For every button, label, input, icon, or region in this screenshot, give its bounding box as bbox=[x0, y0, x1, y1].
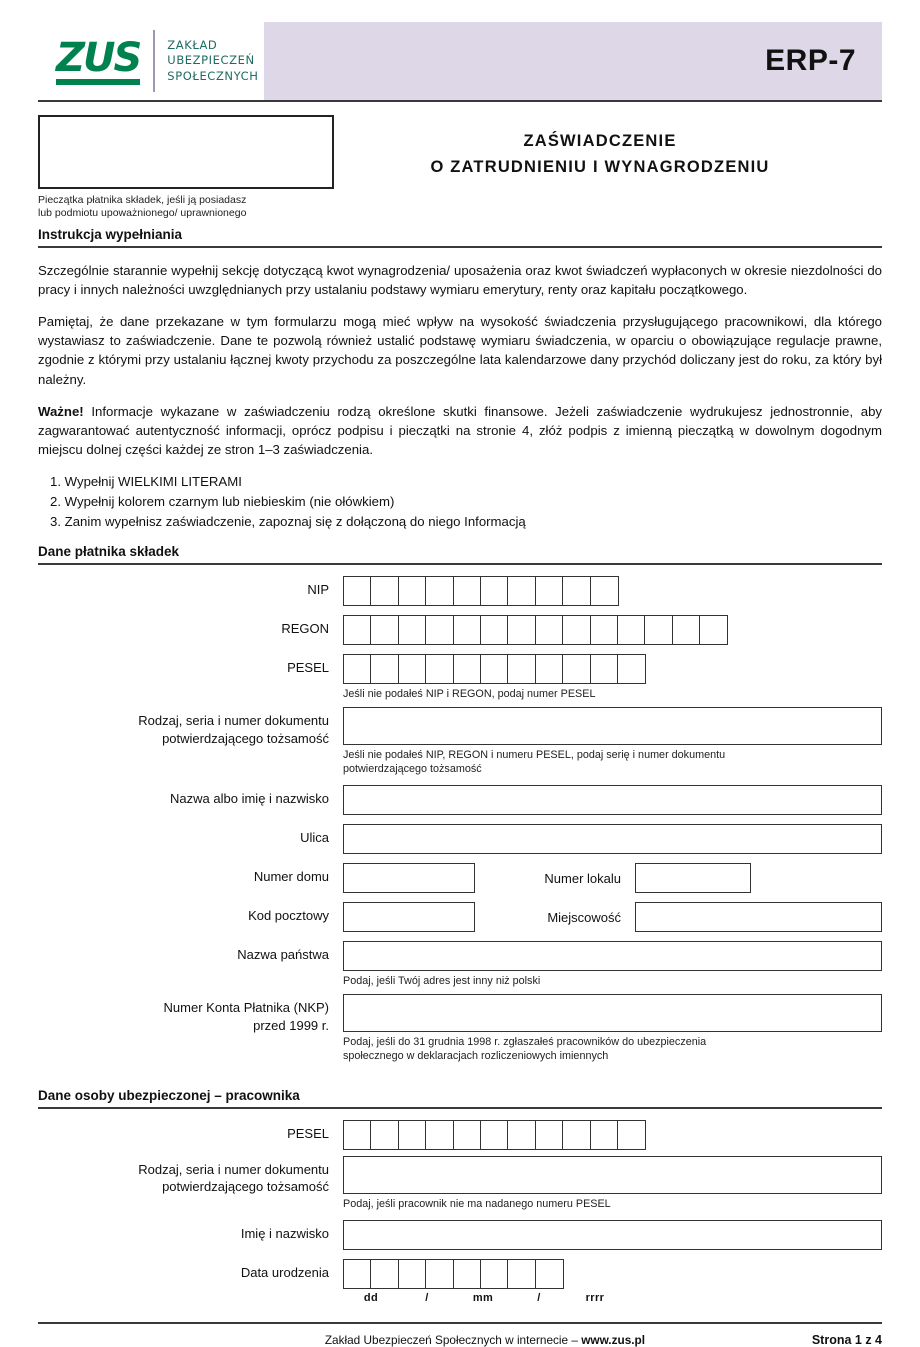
identity-document-hint-line-2: potwierdzającego tożsamość bbox=[343, 763, 482, 776]
street-label: Ulica bbox=[300, 830, 329, 846]
character-cell[interactable] bbox=[343, 654, 372, 684]
character-cell[interactable] bbox=[453, 615, 482, 645]
page-header bbox=[38, 22, 882, 100]
pesel-input[interactable] bbox=[343, 654, 882, 684]
nkp-hint-line-2: społecznego w deklaracjach rozliczeniowych imiennych bbox=[343, 1050, 609, 1063]
character-cell[interactable] bbox=[617, 654, 646, 684]
birth-legend-day: dd bbox=[363, 1291, 379, 1304]
character-cell[interactable] bbox=[343, 576, 372, 606]
insured-section-heading: Dane osoby ubezpieczonej – pracownika bbox=[38, 1087, 300, 1103]
country-label: Nazwa państwa bbox=[237, 947, 329, 963]
instruction-paragraph-1: Szczególnie starannie wypełnij sekcję dotyczącą kwot wynagrodzenia/ uposażenia oraz kwot świadczeń wypłaconych w okresie niezdolności do pracy i innych należności uwzględnianych przy ustalaniu podstawy wymiaru emerytury, renty oraz kapitału początkowego. bbox=[38, 262, 882, 298]
character-cell[interactable] bbox=[562, 615, 591, 645]
character-cell[interactable] bbox=[535, 1259, 564, 1289]
zus-logo bbox=[38, 22, 264, 100]
insured-form bbox=[38, 1120, 882, 1304]
pesel-hint: Jeśli nie podałeś NIP i REGON, podaj numer PESEL bbox=[343, 688, 596, 701]
character-cell[interactable] bbox=[562, 654, 591, 684]
postcode-input[interactable] bbox=[343, 902, 475, 932]
birth-legend-month: mm bbox=[472, 1291, 494, 1304]
nkp-label-line-2: przed 1999 r. bbox=[253, 1017, 329, 1033]
birth-date-field bbox=[343, 1259, 882, 1304]
character-cell[interactable] bbox=[370, 1120, 399, 1150]
instructions-heading: Instrukcja wypełniania bbox=[38, 226, 183, 242]
insured-identity-document-field bbox=[343, 1156, 882, 1211]
character-cell[interactable] bbox=[398, 1259, 427, 1289]
field-row-name bbox=[38, 785, 882, 815]
list-item: 3. Zanim wypełnisz zaświadczenie, zapoznaj się z dołączoną do niego Informacją bbox=[50, 514, 526, 530]
character-cell[interactable] bbox=[425, 576, 454, 606]
nkp-label-line-1: Numer Konta Płatnika (NKP) bbox=[163, 1000, 329, 1016]
character-cell[interactable] bbox=[507, 576, 536, 606]
street-input[interactable] bbox=[343, 824, 882, 854]
character-cell[interactable] bbox=[535, 1120, 564, 1150]
important-text: Informacje wykazane w zaświadczeniu rodzą określone skutki finansowe. Jeżeli zaświadczenie wydrukujesz jednostronnie, aby zagwarantować autentyczność informacji, oprócz podpisu i pieczątki na stronie 4, złóż podpis z imienną pieczątką w dowolnym dogodnym miejscu dolnej części każdej ze stron 1–3 zaświadczenia. bbox=[38, 403, 882, 457]
field-row-birth-date bbox=[38, 1259, 882, 1304]
birth-legend-year: rrrr bbox=[585, 1291, 605, 1304]
form-code: ERP-7 bbox=[765, 44, 856, 77]
instruction-paragraph-3 bbox=[38, 402, 882, 459]
character-cell[interactable] bbox=[398, 615, 427, 645]
postcode-city-fields bbox=[343, 902, 882, 932]
birth-legend-separator-1: / bbox=[425, 1291, 429, 1304]
character-cell[interactable] bbox=[370, 1259, 399, 1289]
insured-fullname-field bbox=[343, 1220, 882, 1250]
stamp-caption-line-2: lub podmiotu upoważnionego/ uprawnionego bbox=[38, 207, 247, 220]
zus-logo-line-1: ZAKŁAD bbox=[167, 38, 218, 53]
page-title: ZAŚWIADCZENIE bbox=[523, 132, 677, 150]
character-cell[interactable] bbox=[480, 576, 509, 606]
birth-date-label: Data urodzenia bbox=[240, 1264, 329, 1280]
house-number-label: Numer domu bbox=[253, 869, 329, 885]
character-cell[interactable] bbox=[453, 1259, 482, 1289]
identity-document-hint-line-1: Jeśli nie podałeś NIP, REGON i numeru PESEL, podaj serię i numer dokumentu bbox=[343, 749, 726, 762]
nkp-hint-line-1: Podaj, jeśli do 31 grudnia 1998 r. zgłaszałeś pracowników do ubezpieczenia bbox=[343, 1036, 707, 1049]
nip-label: NIP bbox=[307, 582, 329, 598]
character-cell[interactable] bbox=[425, 615, 454, 645]
list-item: 1. Wypełnij WIELKIMI LITERAMI bbox=[50, 474, 242, 490]
stamp-and-title bbox=[38, 115, 882, 221]
insured-identity-document-label-line-1: Rodzaj, seria i numer dokumentu bbox=[138, 1161, 329, 1177]
birth-date-legend bbox=[343, 1292, 882, 1304]
field-row-house-flat bbox=[38, 863, 882, 893]
zus-logo-text bbox=[167, 38, 258, 84]
country-input[interactable] bbox=[343, 941, 882, 971]
name-label: Nazwa albo imię i nazwisko bbox=[170, 791, 329, 807]
footer-divider bbox=[38, 1322, 882, 1324]
field-row-pesel bbox=[38, 654, 882, 701]
flat-number-label: Numer lokalu bbox=[544, 870, 621, 886]
identity-document-input[interactable] bbox=[343, 707, 882, 745]
footer-url: www.zus.pl bbox=[581, 1332, 646, 1347]
character-cell[interactable] bbox=[480, 1120, 509, 1150]
character-cell[interactable] bbox=[590, 576, 619, 606]
character-cell[interactable] bbox=[343, 1259, 372, 1289]
important-label: Ważne! bbox=[38, 403, 84, 419]
field-row-nkp bbox=[38, 994, 882, 1063]
character-cell[interactable] bbox=[453, 654, 482, 684]
payer-section-heading: Dane płatnika składek bbox=[38, 544, 180, 560]
insured-pesel-field bbox=[343, 1120, 882, 1150]
character-cell[interactable] bbox=[370, 576, 399, 606]
character-cell[interactable] bbox=[562, 576, 591, 606]
character-cell[interactable] bbox=[343, 615, 372, 645]
character-cell[interactable] bbox=[699, 615, 728, 645]
field-row-nip bbox=[38, 576, 882, 606]
insured-identity-document-hint: Podaj, jeśli pracownik nie ma nadanego numeru PESEL bbox=[343, 1197, 611, 1210]
character-cell[interactable] bbox=[425, 654, 454, 684]
house-flat-fields bbox=[343, 863, 882, 893]
country-hint: Podaj, jeśli Twój adres jest inny niż polski bbox=[343, 975, 541, 988]
street-field bbox=[343, 824, 882, 854]
field-row-insured-pesel bbox=[38, 1120, 882, 1150]
field-row-regon bbox=[38, 615, 882, 645]
stamp-column bbox=[38, 115, 334, 221]
nkp-input[interactable] bbox=[343, 994, 882, 1032]
logo-divider bbox=[153, 30, 155, 92]
payer-stamp-box[interactable] bbox=[38, 115, 334, 189]
stamp-caption bbox=[38, 194, 334, 221]
stamp-caption-line-1: Pieczątka płatnika składek, jeśli ją posiadasz bbox=[38, 194, 247, 206]
character-cell[interactable] bbox=[343, 1120, 372, 1150]
character-cell[interactable] bbox=[617, 1120, 646, 1150]
character-cell[interactable] bbox=[590, 1120, 619, 1150]
form-code-banner bbox=[264, 22, 882, 100]
nkp-hint bbox=[343, 1035, 882, 1063]
character-cell[interactable] bbox=[590, 654, 619, 684]
insured-pesel-label: PESEL bbox=[287, 1125, 329, 1141]
character-cell[interactable] bbox=[370, 615, 399, 645]
character-cell[interactable] bbox=[480, 615, 509, 645]
character-cell[interactable] bbox=[535, 576, 564, 606]
payer-section-divider bbox=[38, 563, 882, 565]
name-field bbox=[343, 785, 882, 815]
nkp-field bbox=[343, 994, 882, 1063]
field-row-insured-fullname bbox=[38, 1220, 882, 1250]
pesel-label: PESEL bbox=[287, 660, 329, 676]
character-cell[interactable] bbox=[617, 615, 646, 645]
page-number: Strona 1 z 4 bbox=[811, 1332, 882, 1347]
footer-text-plain: Zakład Ubezpieczeń Społecznych w internecie – bbox=[324, 1332, 582, 1347]
character-cell[interactable] bbox=[562, 1120, 591, 1150]
character-cell[interactable] bbox=[370, 654, 399, 684]
regon-input[interactable] bbox=[343, 615, 882, 645]
identity-document-hint bbox=[343, 748, 882, 776]
identity-document-label-line-1: Rodzaj, seria i numer dokumentu bbox=[138, 713, 329, 729]
character-cell[interactable] bbox=[644, 615, 673, 645]
pesel-field bbox=[343, 654, 882, 701]
zus-logo-line-2: UBEZPIECZEŃ bbox=[167, 53, 255, 68]
header-divider bbox=[38, 100, 882, 102]
character-cell[interactable] bbox=[453, 1120, 482, 1150]
character-cell[interactable] bbox=[507, 1120, 536, 1150]
instructions-divider bbox=[38, 246, 882, 248]
character-cell[interactable] bbox=[480, 1259, 509, 1289]
field-row-street bbox=[38, 824, 882, 854]
page-footer bbox=[38, 1333, 882, 1347]
nip-input[interactable] bbox=[343, 576, 882, 606]
character-cell[interactable] bbox=[425, 1259, 454, 1289]
regon-field bbox=[343, 615, 882, 645]
postcode-label: Kod pocztowy bbox=[248, 908, 329, 924]
character-cell[interactable] bbox=[507, 615, 536, 645]
field-row-postcode-city bbox=[38, 902, 882, 932]
zus-logo-line-3: SPOŁECZNYCH bbox=[167, 68, 259, 83]
footer-text bbox=[38, 1333, 812, 1347]
flat-number-input[interactable] bbox=[635, 863, 751, 893]
page-subtitle: O ZATRUDNIENIU I WYNAGRODZENIU bbox=[430, 157, 770, 176]
character-cell[interactable] bbox=[453, 576, 482, 606]
identity-document-label-line-2: potwierdzającego tożsamość bbox=[162, 730, 329, 746]
character-cell[interactable] bbox=[398, 654, 427, 684]
character-cell[interactable] bbox=[398, 1120, 427, 1150]
country-field bbox=[343, 941, 882, 988]
character-cell[interactable] bbox=[507, 654, 536, 684]
field-row-identity-document bbox=[38, 707, 882, 776]
identity-document-field bbox=[343, 707, 882, 776]
instruction-paragraph-2: Pamiętaj, że dane przekazane w tym formularzu mogą mieć wpływ na wysokość świadczenia przysługującego pracownikowi, dla którego wystawiasz to zaświadczenie. Dane te pozwolą również ustalić podstawę wymiaru świadczenia, w oparciu o obowiązujące regulacje prawne, zgodnie z którymi przy ustalaniu łącznej kwoty przychodu za poszczególne lata kalendarzowe dany przychód doliczany jest do roku, za który był należny. bbox=[38, 314, 882, 387]
character-cell[interactable] bbox=[507, 1259, 536, 1289]
character-cell[interactable] bbox=[590, 615, 619, 645]
regon-label: REGON bbox=[281, 621, 329, 637]
character-cell[interactable] bbox=[672, 615, 701, 645]
birth-date-input[interactable] bbox=[343, 1259, 882, 1289]
list-item: 2. Wypełnij kolorem czarnym lub niebieskim (nie ołówkiem) bbox=[50, 494, 395, 510]
insured-fullname-input[interactable] bbox=[343, 1220, 882, 1250]
insured-identity-document-label bbox=[38, 1156, 343, 1195]
insured-fullname-label: Imię i nazwisko bbox=[240, 1225, 329, 1241]
birth-legend-separator-2: / bbox=[537, 1291, 541, 1304]
field-row-insured-identity-document bbox=[38, 1156, 882, 1211]
name-input[interactable] bbox=[343, 785, 882, 815]
city-label: Miejscowość bbox=[547, 909, 621, 925]
identity-document-label bbox=[38, 707, 343, 746]
insured-identity-document-input[interactable] bbox=[343, 1156, 882, 1194]
character-cell[interactable] bbox=[480, 654, 509, 684]
character-cell[interactable] bbox=[535, 654, 564, 684]
document-title bbox=[334, 115, 882, 180]
character-cell[interactable] bbox=[535, 615, 564, 645]
character-cell[interactable] bbox=[398, 576, 427, 606]
house-number-input[interactable] bbox=[343, 863, 475, 893]
form-page bbox=[0, 22, 920, 1347]
insured-pesel-input[interactable] bbox=[343, 1120, 882, 1150]
city-input[interactable] bbox=[635, 902, 882, 932]
insured-identity-document-label-line-2: potwierdzającego tożsamość bbox=[162, 1178, 329, 1194]
character-cell[interactable] bbox=[425, 1120, 454, 1150]
payer-form bbox=[38, 576, 882, 1063]
zus-wordmark-icon: ZUS bbox=[56, 38, 140, 85]
instruction-list bbox=[38, 472, 882, 532]
nip-field bbox=[343, 576, 882, 606]
nkp-label bbox=[38, 994, 343, 1033]
field-row-country bbox=[38, 941, 882, 988]
insured-section-divider bbox=[38, 1107, 882, 1109]
